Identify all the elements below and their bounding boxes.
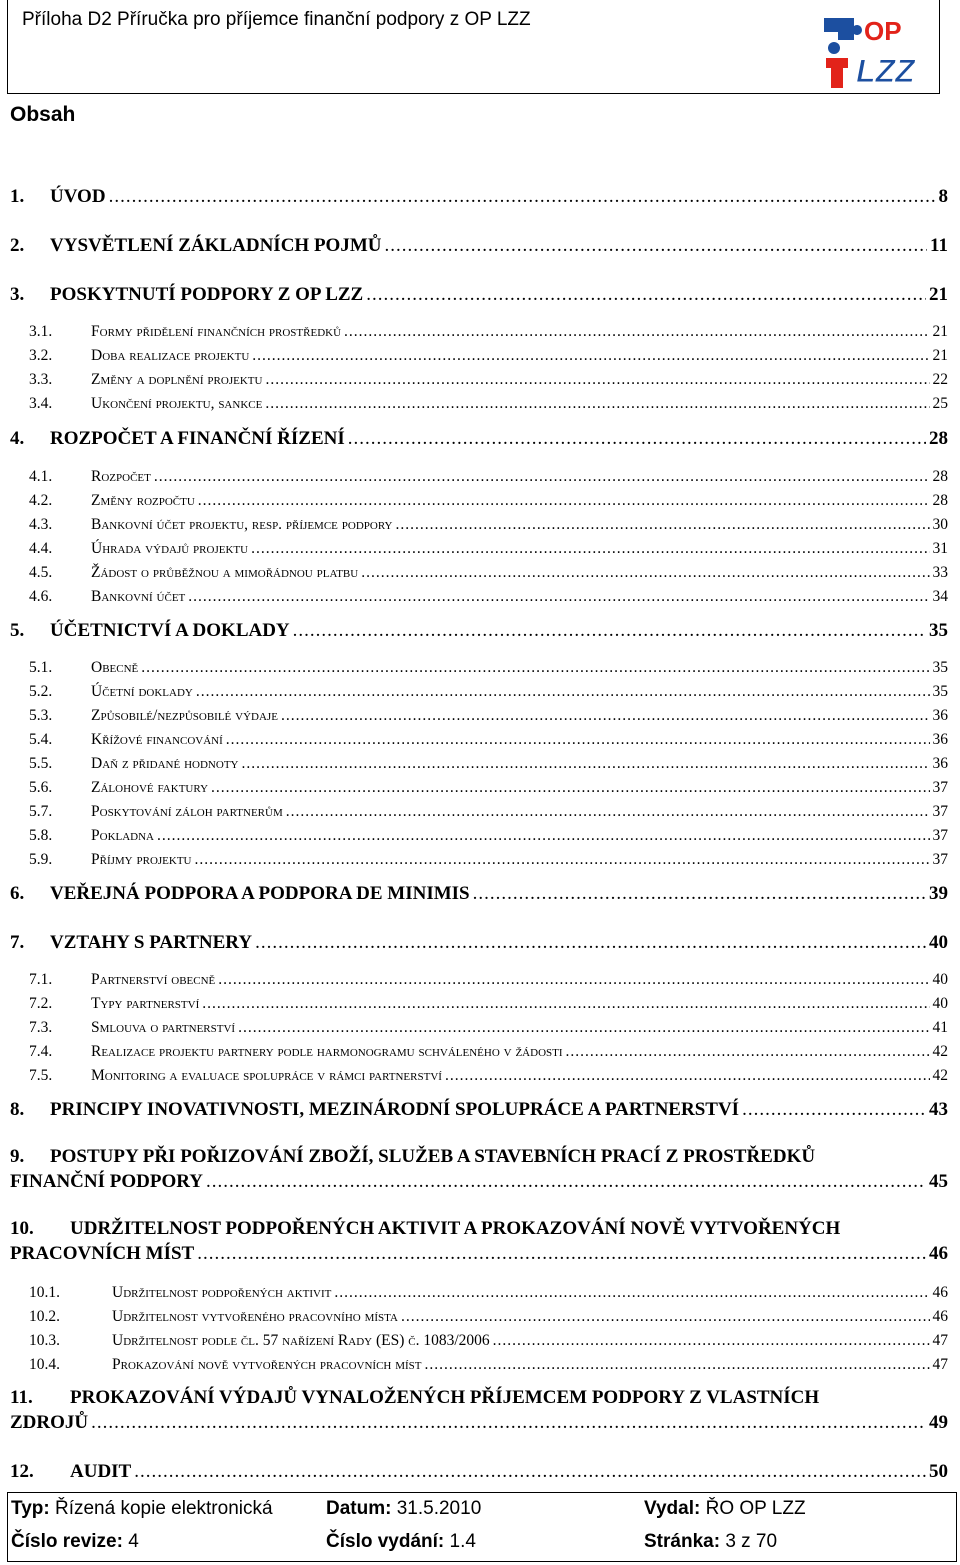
toc-entry-title: Křížové financování [91,731,223,748]
toc-entry-title: Udržitelnost podle čl. 57 nařízení Rady (ES) č. 1083/2006 [112,1332,490,1349]
toc-entry[interactable] [0,1061,948,1085]
toc-entry-page: 42 [932,1067,948,1084]
toc-entry-title: Rozpočet [91,468,151,485]
toc-entry[interactable] [0,182,948,208]
toc-leader [238,1019,929,1037]
toc-leader [281,707,930,725]
toc-entry-page: 37 [932,827,948,844]
op-lzz-logo [818,16,926,90]
toc-entry-page: 42 [932,1043,948,1060]
footer-typ: Typ: Řízená kopie elektronická [11,1498,273,1519]
toc-leader [445,1067,930,1085]
toc-entry[interactable] [0,616,948,642]
toc-leader [218,971,929,989]
toc-entry-title: Formy přidělení finančních prostředků [91,323,342,340]
toc-entry-title: VEŘEJNÁ PODPORA A PODPORA DE MINIMIS [50,883,470,904]
toc-entry-title-cont: PRACOVNÍCH MÍST [10,1243,195,1264]
toc-leader [196,683,930,701]
toc-entry-number: 10.2. [29,1308,60,1325]
toc-entry-title: Udržitelnost vytvořeného pracovního místa [112,1308,398,1325]
toc-entry-number: 4.2. [29,492,53,509]
toc-leader [188,588,929,606]
toc-leader [109,186,936,208]
toc-leader [195,851,930,869]
toc-entry-number: 8. [10,1099,25,1120]
toc-leader [366,284,926,306]
toc-entry-page: 28 [929,428,948,449]
toc-entry-page: 22 [932,371,948,388]
toc-entry-number: 5.4. [29,731,53,748]
toc-entry[interactable] [0,1457,948,1483]
toc-leader [265,395,929,413]
toc-entry-page: 28 [932,468,948,485]
toc-entry-page: 21 [929,284,948,305]
toc-entry-title: Typy partnerství [91,995,200,1012]
toc-entry-number: 7.2. [29,995,53,1012]
toc-leader [286,803,930,821]
toc-leader [348,428,926,450]
toc-entry-number: 5. [10,620,25,641]
toc-leader [401,1308,930,1326]
toc-leader [293,620,926,642]
toc-entry-page: 40 [932,995,948,1012]
toc-entry[interactable] [0,1278,948,1302]
toc-entry-title: Ukončení projektu, sankce [91,395,263,412]
toc-entry-page: 35 [932,683,948,700]
toc-entry-number: 11. [10,1387,33,1408]
toc-entry[interactable] [0,965,948,989]
toc-entry-number: 5.9. [29,851,53,868]
toc-entry-title: Způsobilé/nezpůsobilé výdaje [91,707,278,724]
toc-leader [211,779,929,797]
toc-entry-title: Monitoring a evaluace spolupráce v rámci partnerství [91,1067,442,1084]
toc-entry[interactable] [0,280,948,306]
logo-text-lzz: LZZ [856,53,915,89]
toc-entry-title: Změny rozpočtu [91,492,195,509]
toc-entry-number: 3.3. [29,371,53,388]
toc-entry-number: 7.1. [29,971,53,988]
toc-entry-title: Daň z přidané hodnoty [91,755,239,772]
toc-entry-number: 3.1. [29,323,53,340]
toc-entry-page: 37 [932,779,948,796]
toc-entry[interactable] [0,534,948,558]
toc-entry-number: 6. [10,883,25,904]
toc-entry[interactable] [0,1302,948,1326]
toc-entry-page: 21 [932,347,948,364]
toc-entry-title: Doba realizace projektu [91,347,250,364]
toc-leader [134,1461,926,1483]
toc-entry-number: 7.4. [29,1043,53,1060]
header-title: Příloha D2 Příručka pro příjemce finanční podpory z OP LZZ [22,9,531,30]
footer-datum: Datum: 31.5.2010 [326,1498,482,1519]
toc-leader [252,347,929,365]
toc-entry-page: 31 [932,540,948,557]
toc-entry[interactable] [0,1143,948,1193]
footer-revize: Číslo revize: 4 [11,1531,139,1552]
toc-entry-number: 10. [10,1218,34,1239]
toc-entry[interactable] [0,797,948,821]
toc-entry[interactable] [0,989,948,1013]
footer-vydani: Číslo vydání: 1.4 [326,1531,476,1552]
toc-entry-page: 8 [938,186,948,207]
toc-entry[interactable] [0,1350,948,1374]
toc-entry-number: 5.3. [29,707,53,724]
toc-leader [202,995,929,1013]
toc-entry[interactable] [0,821,948,845]
toc-leader [241,755,929,773]
logo-text-op: OP [864,16,902,46]
toc-entry-title: Pokladna [91,827,155,844]
toc-entry-page: 35 [929,620,948,641]
toc-entry-page: 46 [929,1243,948,1264]
toc-entry[interactable] [0,1384,948,1434]
toc-entry-number: 4.5. [29,564,53,581]
toc-entry-title: Prokazování nově vytvořených pracovních míst [112,1356,422,1373]
toc-entry-page: 39 [929,883,948,904]
toc-entry[interactable] [0,928,948,954]
toc-entry-page: 37 [932,851,948,868]
toc-leader [361,564,929,582]
toc-entry-number: 5.5. [29,755,53,772]
toc-entry-title: Udržitelnost podpořených aktivit [112,1284,332,1301]
toc-entry-title: PROKAZOVÁNÍ VÝDAJŮ VYNALOŽENÝCH PŘÍJEMCEM PODPORY Z VLASTNÍCH [70,1387,820,1408]
toc-entry-number: 3. [10,284,25,305]
toc-entry-page: 30 [932,516,948,533]
toc-leader [265,371,929,389]
toc-entry-page: 35 [932,659,948,676]
toc-leader [91,1412,926,1434]
toc-leader [141,659,929,677]
toc-entry-title: AUDIT [70,1461,132,1482]
toc-entry-title: ÚČETNICTVÍ A DOKLADY [50,620,290,641]
toc-entry-title: VZTAHY S PARTNERY [50,932,253,953]
toc-entry[interactable] [0,424,948,450]
toc-entry-page: 50 [929,1461,948,1482]
toc-entry-title: Smlouva o partnerství [91,1019,236,1036]
toc-entry-page: 43 [929,1099,948,1120]
toc-entry-number: 9. [10,1146,25,1167]
toc-entry[interactable] [0,231,948,257]
toc-heading: Obsah [10,103,76,126]
toc-leader [198,492,930,510]
toc-entry-title: Žádost o průběžnou a mimořádnou platbu [91,564,359,581]
toc-entry[interactable] [0,582,948,606]
toc-entry-page: 36 [932,707,948,724]
toc-leader [396,516,930,534]
toc-entry[interactable] [0,653,948,677]
toc-entry-page: 37 [932,803,948,820]
toc-leader [742,1099,926,1121]
toc-leader [425,1356,930,1374]
toc-entry-title: POSKYTNUTÍ PODPORY Z OP LZZ [50,284,364,305]
toc-entry-number: 4.4. [29,540,53,557]
toc-entry-number: 12. [10,1461,34,1482]
toc-entry[interactable] [0,1095,948,1121]
toc-entry[interactable] [0,365,948,389]
toc-entry-page: 45 [929,1171,948,1192]
toc-entry-number: 7.3. [29,1019,53,1036]
toc-leader [255,932,926,954]
page-header [7,0,940,94]
toc-leader [473,883,926,905]
toc-entry-page: 36 [932,755,948,772]
toc-entry-number: 5.7. [29,803,53,820]
toc-entry-number: 7. [10,932,25,953]
toc-entry-title: Účetní doklady [91,683,193,700]
toc-entry-title: POSTUPY PŘI POŘIZOVÁNÍ ZBOŽÍ, SLUŽEB A STAVEBNÍCH PRACÍ Z PROSTŘEDKŮ [50,1146,816,1167]
toc-entry-number: 5.8. [29,827,53,844]
toc-leader [154,468,930,486]
toc-entry-number: 10.4. [29,1356,60,1373]
toc-entry-number: 4.3. [29,516,53,533]
toc-entry[interactable] [0,1013,948,1037]
toc-entry[interactable] [0,1326,948,1350]
footer-vydal: Vydal: ŘO OP LZZ [644,1498,806,1519]
toc-entry-title: PRINCIPY INOVATIVNOSTI, MEZINÁRODNÍ SPOLUPRÁCE A PARTNERSTVÍ [50,1099,740,1120]
toc-entry-title: ÚVOD [50,186,106,207]
toc-entry-page: 46 [932,1308,948,1325]
toc-entry-page: 41 [932,1019,948,1036]
toc-entry-number: 5.6. [29,779,53,796]
toc-entry-number: 5.1. [29,659,53,676]
toc-entry[interactable] [0,701,948,725]
toc-entry-title: Realizace projektu partnery podle harmonogramu schváleného v žádosti [91,1043,563,1060]
toc-entry-page: 49 [929,1412,948,1433]
toc-entry-page: 28 [932,492,948,509]
toc-leader [226,731,930,749]
toc-entry-title: UDRŽITELNOST PODPOŘENÝCH AKTIVIT A PROKAZOVÁNÍ NOVĚ VYTVOŘENÝCH [70,1218,841,1239]
toc-entry[interactable] [0,462,948,486]
toc-entry-title: ROZPOČET A FINANČNÍ ŘÍZENÍ [50,428,345,449]
toc-entry-title: Obecně [91,659,139,676]
toc-entry[interactable] [0,773,948,797]
toc-entry-page: 46 [932,1284,948,1301]
toc-entry[interactable] [0,341,948,365]
toc-entry-title: Změny a doplnění projektu [91,371,263,388]
toc-entry-page: 47 [932,1356,948,1373]
toc-entry-number: 2. [10,235,25,256]
toc-entry-number: 3.4. [29,395,53,412]
toc-entry[interactable] [0,510,948,534]
toc-leader [334,1284,929,1302]
toc-leader [384,235,927,257]
toc-entry[interactable] [0,317,948,341]
toc-entry-page: 25 [932,395,948,412]
toc-entry-page: 21 [932,323,948,340]
toc-entry-page: 36 [932,731,948,748]
page-footer [7,1492,957,1562]
toc-leader [493,1332,930,1350]
toc-entry-page: 34 [932,588,948,605]
toc-entry-title: Partnerství obecně [91,971,216,988]
toc-leader [344,323,929,341]
toc-entry[interactable] [0,558,948,582]
toc-entry[interactable] [0,1037,948,1061]
toc-entry-title-cont: ZDROJŮ [10,1412,89,1433]
toc-entry-number: 4.1. [29,468,53,485]
toc-leader [206,1171,926,1193]
toc-entry-page: 47 [932,1332,948,1349]
toc-entry[interactable] [0,725,948,749]
toc-entry-number: 5.2. [29,683,53,700]
toc-leader [566,1043,930,1061]
toc-entry-title: Bankovní účet projektu, resp. příjemce podpory [91,516,393,533]
toc-entry-page: 33 [932,564,948,581]
toc-entry-number: 10.3. [29,1332,60,1349]
toc-entry-page: 40 [932,971,948,988]
toc-entry-title: VYSVĚTLENÍ ZÁKLADNÍCH POJMŮ [50,235,382,256]
toc-leader [251,540,929,558]
toc-entry-title: Úhrada výdajů projektu [91,540,249,557]
toc-entry-number: 10.1. [29,1284,60,1301]
toc-entry-number: 4.6. [29,588,53,605]
toc-entry[interactable] [0,389,948,413]
toc-leader [197,1243,926,1265]
toc-entry-number: 1. [10,186,25,207]
toc-entry-title: Příjmy projektu [91,851,192,868]
toc-entry-page: 11 [930,235,948,256]
toc-entry[interactable] [0,1215,948,1265]
toc-entry-title: Poskytování záloh partnerům [91,803,283,820]
toc-entry[interactable] [0,486,948,510]
toc-entry[interactable] [0,677,948,701]
toc-entry-page: 40 [929,932,948,953]
toc-entry[interactable] [0,879,948,905]
toc-entry-title-cont: FINANČNÍ PODPORY [10,1171,204,1192]
toc-entry-title: Bankovní účet [91,588,186,605]
footer-stranka: Stránka: 3 z 70 [644,1531,778,1552]
toc-entry[interactable] [0,749,948,773]
toc-entry-title: Zálohové faktury [91,779,209,796]
toc-entry[interactable] [0,845,948,869]
toc-leader [157,827,929,845]
toc-entry-number: 7.5. [29,1067,53,1084]
toc-entry-number: 4. [10,428,25,449]
toc-entry-number: 3.2. [29,347,53,364]
